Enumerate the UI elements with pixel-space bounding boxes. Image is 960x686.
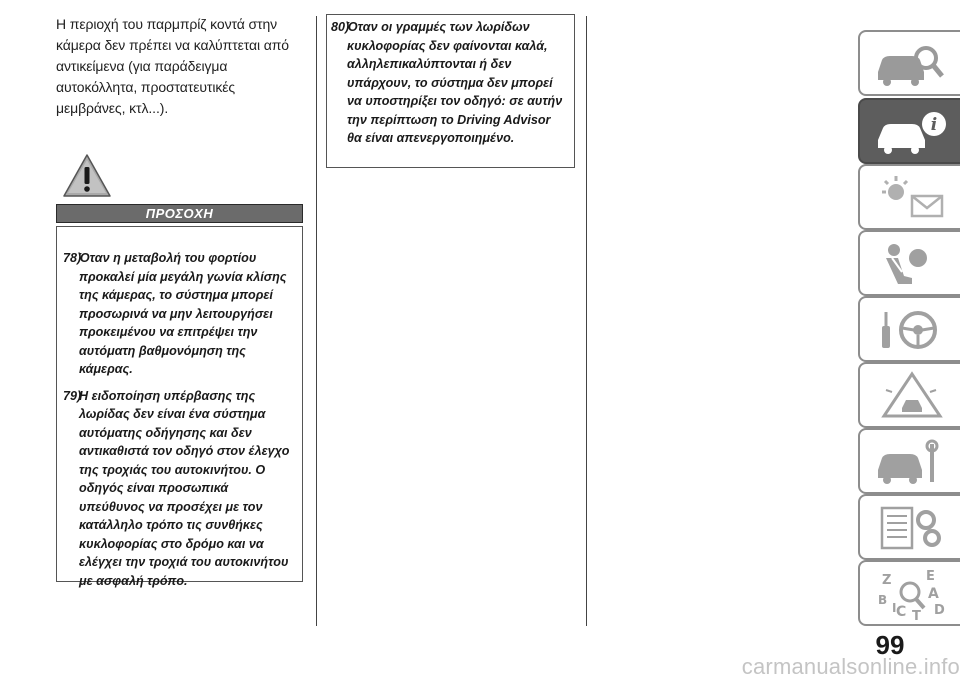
note-number: 79) [63, 388, 82, 403]
tab-maintenance[interactable] [858, 428, 960, 494]
index-letters-icon [872, 568, 952, 620]
note-number: 78) [63, 251, 82, 265]
index-letter: I [892, 601, 897, 615]
warning-heading: ΠΡΟΣΟΧΗ [56, 204, 303, 223]
watermark: carmanualsonline.info [741, 654, 960, 679]
tab-index[interactable] [858, 560, 960, 626]
note-80 [331, 18, 568, 148]
warning-box-continued [326, 14, 575, 168]
index-letter: A [928, 586, 939, 602]
note-78 [63, 249, 296, 379]
car-service-icon [872, 436, 952, 488]
note-text: Η ειδοποίηση υπέρβασης της λωρίδας δεν είναι ένα σύστημα αυτόματης οδήγησης και δεν αντικαθιστά τον οδηγό στον έλεγχο της τροχιάς του αυτοκινήτου. Ο οδηγός είναι προσωπικά υπεύθυνος να προσέχει με τον κατάλληλο τρόπο τις συνθήκες κυκλοφορίας στο δρόμο και να ελέγχει την τροχιά του αυτοκινήτου με ασφαλή τρόπο. [79, 388, 290, 588]
tab-lights[interactable] [858, 164, 960, 230]
index-letter: D [934, 603, 945, 618]
column-divider [586, 16, 587, 626]
intro-paragraph: Η περιοχή του παρμπρίζ κοντά στην κάμερα δεν πρέπει να καλύπτεται από αντικείμενα (για παράδειγμα αυτοκόλλητα, προστατευτικές μεμβράνες, κτλ...). [56, 16, 289, 116]
tab-knowing-car[interactable] [858, 30, 960, 96]
note-text: Όταν οι γραμμές των λωρίδων κυκλοφορίας δεν φαίνονται καλά, αλληλεπικαλύπτονται ή δεν υπάρχουν, το σύστημα δεν μπορεί να υποστηρίξει τον οδηγό: σε αυτήν την περίπτωση το Driving Advisor θα είναι απενεργοποιημένο. [347, 20, 563, 145]
lights-message-icon [872, 172, 952, 224]
tab-emergency[interactable] [858, 362, 960, 428]
svg-text:i: i [930, 115, 938, 135]
note-number: 80) [331, 20, 350, 34]
warning-box [56, 226, 303, 588]
seat-airbag-icon [872, 238, 952, 290]
tab-safety[interactable] [858, 230, 960, 296]
index-letter: T [912, 609, 921, 620]
index-letter: B [878, 593, 888, 607]
specifications-icon [872, 502, 952, 554]
warning-triangle-icon [872, 370, 952, 422]
note-79 [63, 387, 296, 591]
warning-triangle-icon [62, 153, 112, 199]
car-search-icon [872, 38, 952, 90]
intro-column [56, 14, 306, 119]
index-letter: E [926, 569, 935, 584]
column-divider [316, 16, 317, 626]
index-letter: C [896, 604, 907, 620]
key-steering-wheel-icon [872, 304, 952, 356]
tab-starting[interactable] [858, 296, 960, 362]
car-info-icon [872, 106, 952, 158]
page-number: 99 [875, 630, 905, 660]
tab-technical[interactable] [858, 494, 960, 560]
index-letter: Z [882, 573, 892, 588]
tab-driving-info[interactable] [858, 98, 960, 164]
note-text: Όταν η μεταβολή του φορτίου προκαλεί μία μεγάλη γωνία κλίσης της κάμερας, το σύστημα μπορεί προσωρινά να μην λειτουργήσει προκειμένου να επιτρέψει την αυτόματη βαθμονόμηση της κάμερας. [79, 251, 287, 376]
